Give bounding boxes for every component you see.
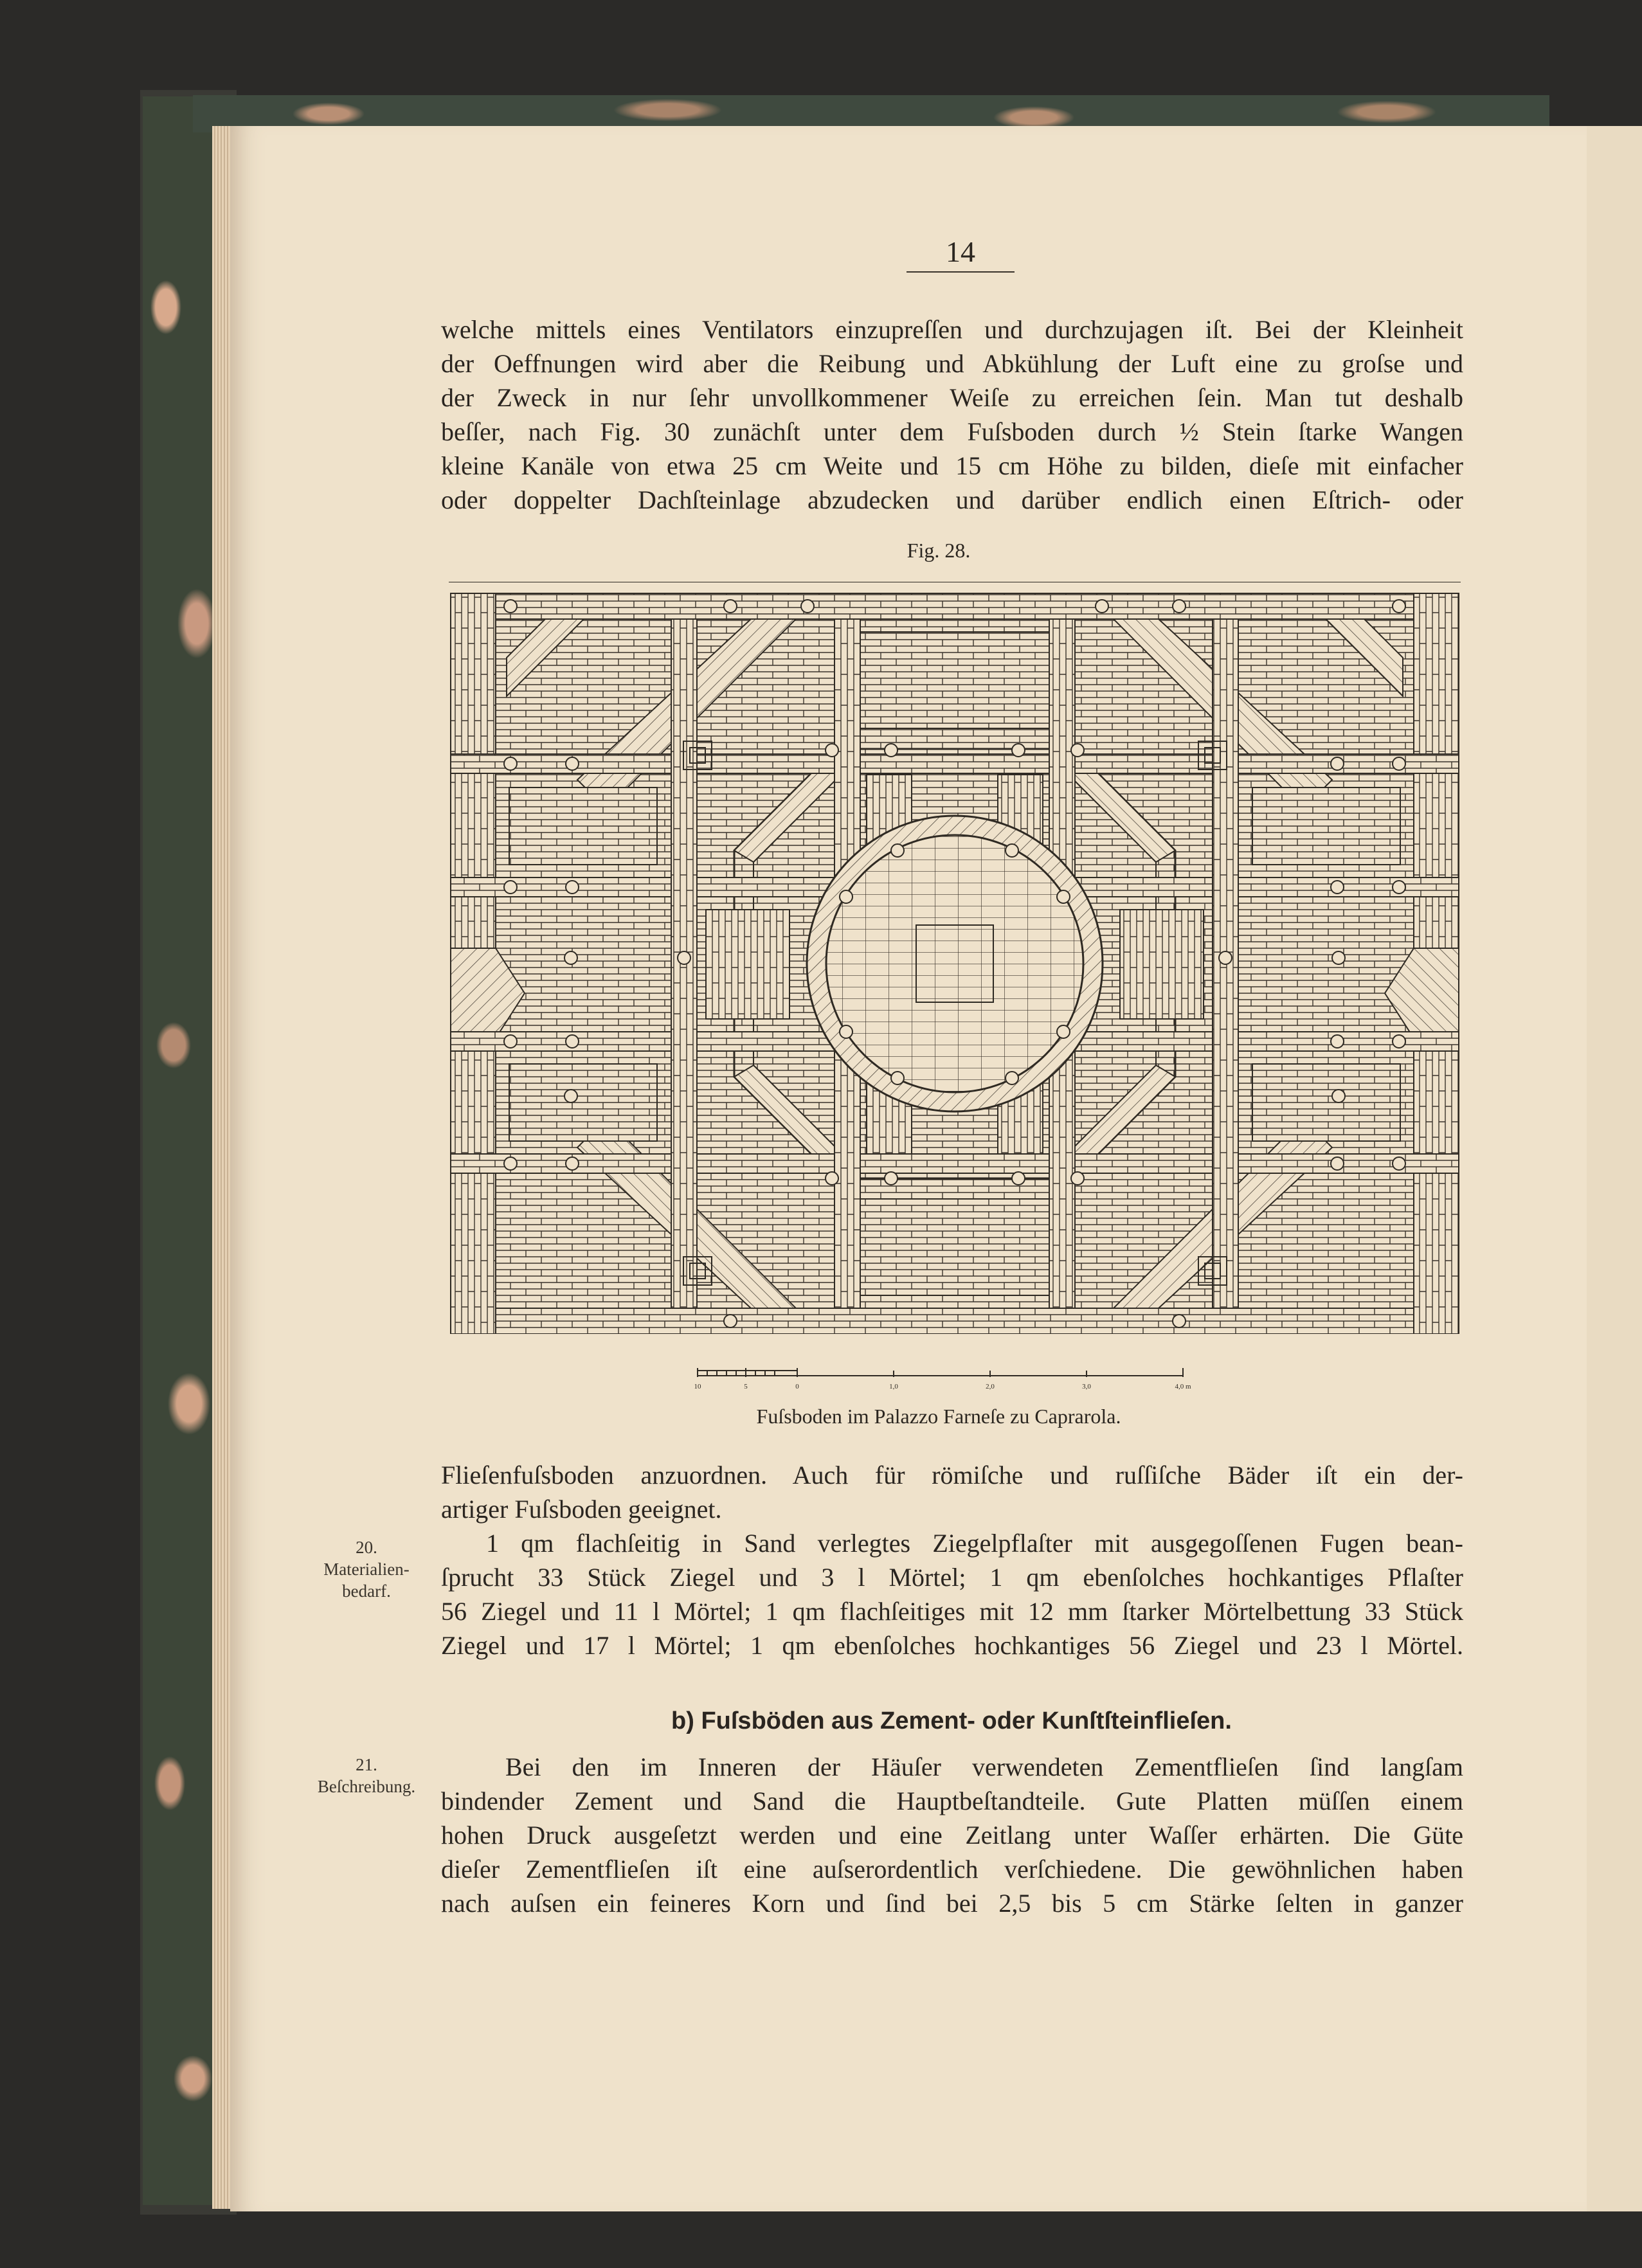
text-line: 56 Ziegel und 11 l Mörtel; 1 qm flachſeitiges mit 12 mm ſtarker Mörtelbettung 33 Stück [441, 1597, 1463, 1626]
text-line: beſſer, nach Fig. 30 zunächſt unter dem Fuſsboden durch ½ Stein ſtarke Wangen [441, 417, 1463, 446]
margin-note-line: 20. [356, 1538, 377, 1557]
scale-label: 1,0 [889, 1383, 898, 1390]
text-line: hohen Druck ausgeſetzt werden und eine Zeitlang unter Waſſer erhärten. Die Güte [441, 1821, 1463, 1850]
floor-pattern-figure [449, 582, 1461, 1334]
text-line: Bei den im Inneren der Häuſer verwendeten Zementflieſen ſind langſam [505, 1752, 1463, 1781]
margin-note-line: 21. [356, 1755, 377, 1774]
text-line: dieſer Zementflieſen iſt eine auſserordentlich verſchiedene. Die gewöhnlichen haben [441, 1855, 1463, 1884]
paragraph-20 [441, 1526, 1463, 1662]
section-heading: b) Fuſsböden aus Zement- oder Kunſtſteinflieſen. [671, 1707, 1232, 1734]
scale-label: 3,0 [1082, 1383, 1091, 1390]
scale-label: 4,0 m [1175, 1383, 1191, 1390]
margin-note-line: Beſchreibung. [317, 1777, 416, 1796]
text-line: nach auſsen ein feineres Korn und ſind bei 2,5 bis 5 cm Stärke ſelten in ganzer [441, 1889, 1463, 1918]
scale-label: 5 [744, 1383, 748, 1390]
margin-note-20 [302, 1536, 431, 1602]
margin-note-line: bedarf. [342, 1581, 391, 1601]
marbled-endpaper-side [143, 96, 220, 2205]
page-number-rule [907, 271, 1015, 273]
text-line: Flieſenfuſsboden anzuordnen. Auch für römiſche und ruſſiſche Bäder iſt ein der- [441, 1461, 1463, 1490]
scale-bar [694, 1363, 1196, 1395]
text-line: bindender Zement und Sand die Hauptbeſtandteile. Gute Platten müſſen einem [441, 1787, 1463, 1815]
text-line: ſprucht 33 Stück Ziegel und 3 l Mörtel; 1 qm ebenſolches hochkantiges Pflaſter [441, 1563, 1463, 1592]
page-number: 14 [946, 235, 975, 268]
paragraph-mid [441, 1458, 1463, 1526]
page-edges [212, 126, 231, 2209]
text-line: der Zweck in nur ſehr unvollkommener Weiſe zu erreichen ſein. Man tut deshalb [441, 383, 1463, 412]
text-line: artiger Fuſsboden geeignet. [441, 1495, 722, 1524]
paragraph-top [441, 312, 1463, 517]
scale-label: 2,0 [986, 1383, 995, 1390]
text-line: kleine Kanäle von etwa 25 cm Weite und 15 cm Höhe zu bilden, dieſe mit einfacher [441, 451, 1463, 480]
text-line: Ziegel und 17 l Mörtel; 1 qm ebenſolches hochkantiges 56 Ziegel und 23 l Mörtel. [441, 1631, 1463, 1660]
text-line: 1 qm flachſeitig in Sand verlegtes Ziegelpflaſter mit ausgegoſſenen Fugen bean- [486, 1529, 1463, 1558]
figure-caption: Fuſsboden im Palazzo Farneſe zu Caprarola. [756, 1405, 1121, 1428]
scale-label: 0 [795, 1383, 799, 1390]
facing-page-edge [1587, 126, 1642, 2211]
text-line: welche mittels eines Ventilators einzupreſſen und durchzujagen iſt. Bei der Kleinheit [441, 315, 1463, 344]
text-line: oder doppelter Dachſteinlage abzudecken und darüber endlich einen Eſtrich- oder [441, 485, 1463, 514]
margin-note-21 [302, 1754, 431, 1797]
text-line: der Oeffnungen wird aber die Reibung und Abkühlung der Luft eine zu groſse und [441, 349, 1463, 378]
figure-label: Fig. 28. [907, 539, 971, 562]
scale-label: 10 [694, 1383, 701, 1390]
margin-note-line: Materialien- [323, 1560, 410, 1579]
paragraph-21 [441, 1750, 1463, 1920]
